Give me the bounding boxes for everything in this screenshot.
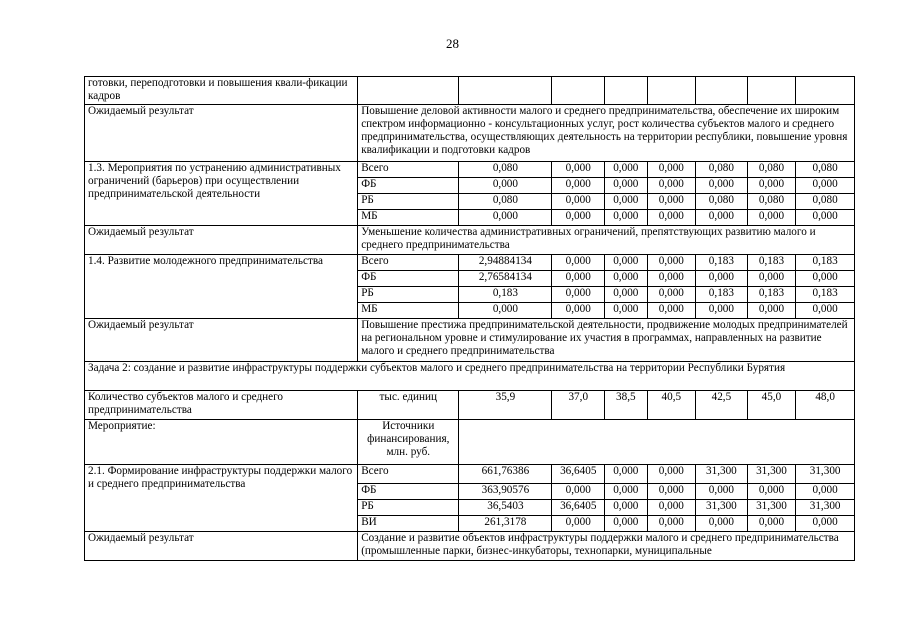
cell-value: 0,000 xyxy=(605,162,647,178)
table-row xyxy=(85,420,855,465)
cell-value: 31,300 xyxy=(796,500,855,516)
cell-value: 0,000 xyxy=(552,271,605,287)
row-label: Ожидаемый результат xyxy=(85,532,358,561)
row-label: Ожидаемый результат xyxy=(85,105,358,162)
cell-value: 31,300 xyxy=(747,465,796,484)
cell-value: 0,000 xyxy=(605,178,647,194)
result-text: Повышение престижа предпринимательской деятельности, продвижение молодых предпринимателей на региональном уровне и стимулирование их участия в программах, направленных на развитие малого и среднего предпринимательства xyxy=(358,319,855,362)
cell-value: 0,000 xyxy=(796,178,855,194)
cell-value: 31,300 xyxy=(796,465,855,484)
cell-value: 0,000 xyxy=(696,178,748,194)
cell-value: 0,183 xyxy=(747,287,796,303)
cell-value: 0,000 xyxy=(747,484,796,500)
table-row xyxy=(85,362,855,391)
cell-value: 0,183 xyxy=(747,255,796,271)
cell-value: 35,9 xyxy=(459,391,552,420)
measure-title: 2.1. Формирование инфраструктуры поддержки малого и среднего предпринимательства xyxy=(85,465,358,532)
result-text: Уменьшение количества административных ограничений, препятствующих развитию малого и среднего предпринимательства xyxy=(358,226,855,255)
cell-value: 0,000 xyxy=(605,516,647,532)
cell-total: 261,3178 xyxy=(459,516,552,532)
cell-value: 36,6405 xyxy=(552,500,605,516)
table-row xyxy=(85,465,855,484)
cell-value: 0,000 xyxy=(647,465,696,484)
program-table xyxy=(84,76,855,561)
source-label: ВИ xyxy=(358,516,459,532)
cell-value: 0,000 xyxy=(647,500,696,516)
cell-value: 0,080 xyxy=(747,162,796,178)
table-row xyxy=(85,319,855,362)
cell-value: 0,000 xyxy=(747,210,796,226)
unit-label: тыс. единиц xyxy=(358,391,459,420)
cell-value: 31,300 xyxy=(696,500,748,516)
cell-value: 38,5 xyxy=(605,391,647,420)
cell-value: 0,000 xyxy=(647,178,696,194)
source-label: ФБ xyxy=(358,178,459,194)
cell-value: 0,000 xyxy=(747,516,796,532)
cell-value: 0,000 xyxy=(747,271,796,287)
cell-value: 0,000 xyxy=(552,210,605,226)
row-label: Ожидаемый результат xyxy=(85,319,358,362)
cell-value: 0,000 xyxy=(605,210,647,226)
cell-total: 363,90576 xyxy=(459,484,552,500)
cell-value: 0,000 xyxy=(605,255,647,271)
cell-value: 0,000 xyxy=(605,303,647,319)
cell-value: 0,000 xyxy=(552,303,605,319)
source-label: ФБ xyxy=(358,484,459,500)
task-heading: Задача 2: создание и развитие инфраструктуры поддержки субъектов малого и среднего предпринимательства на территории Республики Бурятия xyxy=(85,362,855,391)
cell-value: 0,000 xyxy=(796,271,855,287)
cell-value: 0,183 xyxy=(796,255,855,271)
cell-total: 0,000 xyxy=(459,178,552,194)
cell-value: 0,000 xyxy=(647,194,696,210)
table-row xyxy=(85,226,855,255)
result-text: Повышение деловой активности малого и среднего предпринимательства, обеспечение их широким спектром информационно - консультационных услуг, рост количества субъектов малого и среднего предпринимательства, осуществляющих деятельность на территории республики, повышение уровня квалификации и подготовки кадров xyxy=(358,105,855,162)
cell-value: 0,000 xyxy=(796,303,855,319)
table-row xyxy=(85,162,855,178)
cell-value: 0,000 xyxy=(696,303,748,319)
row-label: Количество субъектов малого и среднего предпринимательства xyxy=(85,391,358,420)
measure-title: 1.4. Развитие молодежного предпринимательства xyxy=(85,255,358,319)
cell-value: 0,000 xyxy=(747,303,796,319)
cell-value: 0,080 xyxy=(796,162,855,178)
source-label: РБ xyxy=(358,500,459,516)
cell-total: 0,080 xyxy=(459,162,552,178)
row-label: готовки, переподготовки и повышения квали-фикации кадров xyxy=(85,77,358,105)
cell-total: 36,5403 xyxy=(459,500,552,516)
cell-value: 0,000 xyxy=(647,516,696,532)
row-label: Мероприятие: xyxy=(85,420,358,465)
cell-value: 0,000 xyxy=(605,465,647,484)
source-label: МБ xyxy=(358,303,459,319)
cell-value: 0,000 xyxy=(552,194,605,210)
cell-value: 0,080 xyxy=(696,194,748,210)
cell-total: 661,76386 xyxy=(459,465,552,484)
page-number: 28 xyxy=(446,36,459,51)
cell-value: 0,000 xyxy=(796,210,855,226)
table-row xyxy=(85,255,855,271)
cell-value: 0,000 xyxy=(696,271,748,287)
source-label: Всего xyxy=(358,162,459,178)
cell-total: 0,000 xyxy=(459,303,552,319)
cell-value: 37,0 xyxy=(552,391,605,420)
cell-value: 0,000 xyxy=(647,287,696,303)
cell-value: 0,000 xyxy=(552,287,605,303)
cell-value: 31,300 xyxy=(747,500,796,516)
cell-value: 0,080 xyxy=(747,194,796,210)
cell-value: 0,000 xyxy=(605,271,647,287)
table-row xyxy=(85,391,855,420)
cell-value: 31,300 xyxy=(696,465,748,484)
cell-value: 0,000 xyxy=(552,162,605,178)
cell-value: 0,183 xyxy=(796,287,855,303)
cell-value: 0,000 xyxy=(552,484,605,500)
cell-value: 0,000 xyxy=(552,516,605,532)
table-row xyxy=(85,532,855,561)
table-row xyxy=(85,77,855,105)
cell-total: 2,76584134 xyxy=(459,271,552,287)
cell-value: 0,000 xyxy=(552,255,605,271)
cell-value: 0,000 xyxy=(696,484,748,500)
cell-value: 0,000 xyxy=(647,162,696,178)
cell-value: 0,000 xyxy=(796,484,855,500)
source-label: РБ xyxy=(358,287,459,303)
measure-title: 1.3. Мероприятия по устранению административных ограничений (барьеров) при осуществлении предпринимательской деятельности xyxy=(85,162,358,226)
source-label: ФБ xyxy=(358,271,459,287)
source-header: Источники финансирования, млн. руб. xyxy=(358,420,459,465)
cell-value: 0,080 xyxy=(696,162,748,178)
cell-value: 42,5 xyxy=(696,391,748,420)
cell-value: 0,000 xyxy=(647,303,696,319)
cell-total: 0,000 xyxy=(459,210,552,226)
cell-value: 0,000 xyxy=(605,287,647,303)
cell-value: 45,0 xyxy=(747,391,796,420)
cell-value: 0,000 xyxy=(647,484,696,500)
table-row xyxy=(85,105,855,162)
cell-value: 0,000 xyxy=(796,516,855,532)
result-text: Создание и развитие объектов инфраструктуры поддержки малого и среднего предпринимательства (промышленные парки, бизнес-инкубаторы, технопарки, муниципальные xyxy=(358,532,855,561)
cell-value: 0,080 xyxy=(796,194,855,210)
source-label: Всего xyxy=(358,255,459,271)
source-label: Всего xyxy=(358,465,459,484)
cell-value: 0,000 xyxy=(696,210,748,226)
cell-total: 2,94884134 xyxy=(459,255,552,271)
cell-total: 0,183 xyxy=(459,287,552,303)
cell-value: 0,000 xyxy=(696,516,748,532)
cell-value: 0,000 xyxy=(647,255,696,271)
cell-value: 0,000 xyxy=(647,210,696,226)
cell-value: 0,000 xyxy=(747,178,796,194)
cell-value: 0,183 xyxy=(696,255,748,271)
cell-value: 40,5 xyxy=(647,391,696,420)
cell-value: 0,000 xyxy=(605,500,647,516)
source-label: МБ xyxy=(358,210,459,226)
row-label: Ожидаемый результат xyxy=(85,226,358,255)
cell-value: 0,000 xyxy=(552,178,605,194)
cell-value: 0,183 xyxy=(696,287,748,303)
cell-value: 0,000 xyxy=(605,194,647,210)
cell-value: 0,000 xyxy=(647,271,696,287)
cell-total: 0,080 xyxy=(459,194,552,210)
cell-value: 0,000 xyxy=(605,484,647,500)
source-label: РБ xyxy=(358,194,459,210)
cell-value: 36,6405 xyxy=(552,465,605,484)
cell-value: 48,0 xyxy=(796,391,855,420)
